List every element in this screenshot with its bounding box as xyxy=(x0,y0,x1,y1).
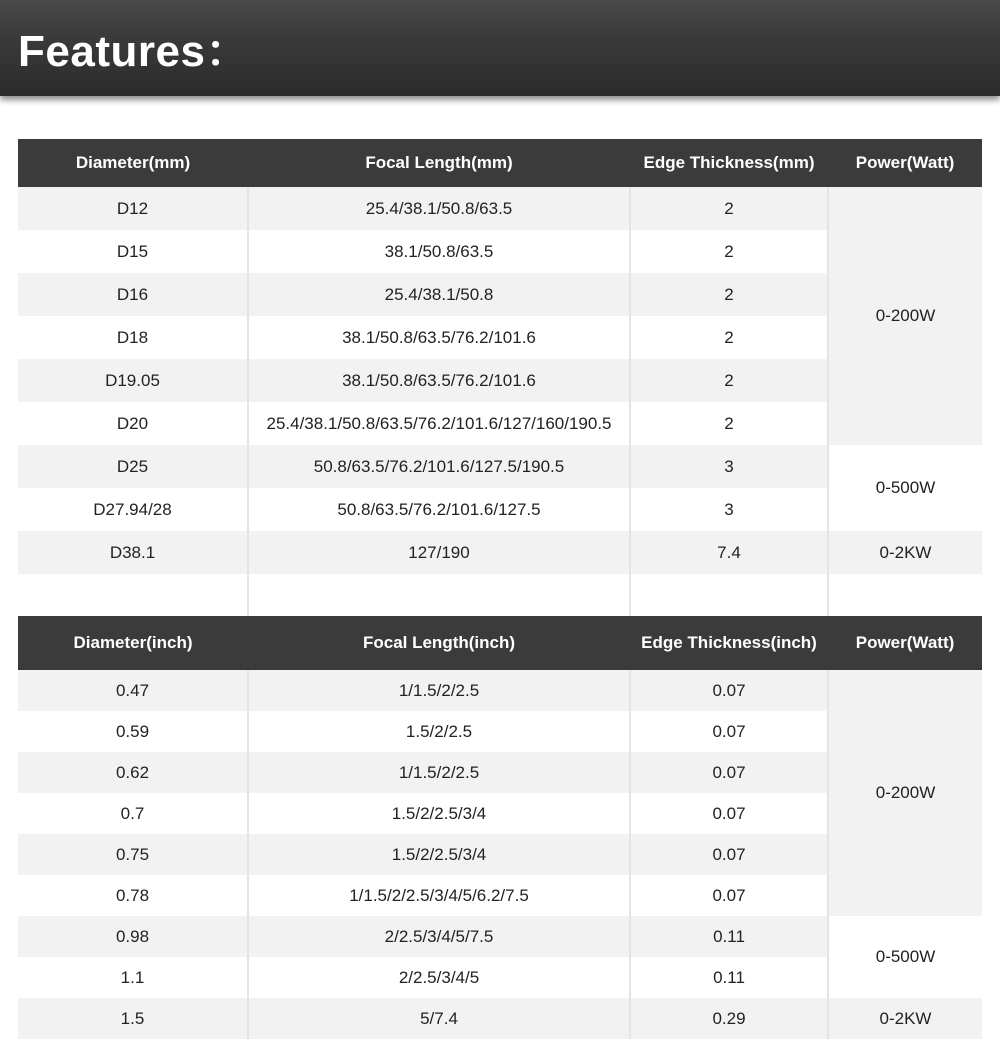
edge-thickness-cell: 0.07 xyxy=(630,875,828,916)
edge-thickness-cell: 3 xyxy=(630,488,828,531)
focal-length-cell: 50.8/63.5/76.2/101.6/127.5 xyxy=(248,488,630,531)
power-cell: 0-200W xyxy=(828,670,982,916)
focal-length-cell: 38.1/50.8/63.5/76.2/101.6 xyxy=(248,359,630,402)
diameter-cell: 0.75 xyxy=(18,834,248,875)
table-row xyxy=(18,670,982,711)
header-edge-thickness: Edge Thickness(inch) xyxy=(630,616,828,670)
header-focal-length: Focal Length(mm) xyxy=(248,139,630,187)
focal-length-cell: 25.4/38.1/50.8 xyxy=(248,273,630,316)
focal-length-cell: 25.4/38.1/50.8/63.5/76.2/101.6/127/160/190.5 xyxy=(248,402,630,445)
power-cell: 0-2KW xyxy=(828,998,982,1039)
diameter-cell: 0.98 xyxy=(18,916,248,957)
focal-length-cell: 1/1.5/2/2.5/3/4/5/6.2/7.5 xyxy=(248,875,630,916)
diameter-cell: 0.59 xyxy=(18,711,248,752)
diameter-cell: D16 xyxy=(18,273,248,316)
diameter-cell: D27.94/28 xyxy=(18,488,248,531)
header-power: Power(Watt) xyxy=(828,139,982,187)
edge-thickness-cell: 0.11 xyxy=(630,957,828,998)
diameter-cell: 1.1 xyxy=(18,957,248,998)
focal-length-cell: 25.4/38.1/50.8/63.5 xyxy=(248,187,630,230)
focal-length-cell: 127/190 xyxy=(248,531,630,574)
diameter-cell: D25 xyxy=(18,445,248,488)
header-focal-length: Focal Length(inch) xyxy=(248,616,630,670)
blank-cell xyxy=(630,574,828,617)
diameter-cell: D19.05 xyxy=(18,359,248,402)
diameter-cell: 0.78 xyxy=(18,875,248,916)
header-edge-thickness: Edge Thickness(mm) xyxy=(630,139,828,187)
spec-table-inch xyxy=(18,616,982,1039)
table-header-row xyxy=(18,616,982,670)
edge-thickness-cell: 3 xyxy=(630,445,828,488)
power-cell: 0-500W xyxy=(828,916,982,998)
diameter-cell: D15 xyxy=(18,230,248,273)
edge-thickness-cell: 0.11 xyxy=(630,916,828,957)
power-cell: 0-500W xyxy=(828,445,982,531)
edge-thickness-cell: 2 xyxy=(630,402,828,445)
diameter-cell: 0.62 xyxy=(18,752,248,793)
blank-cell xyxy=(828,574,982,617)
edge-thickness-cell: 0.07 xyxy=(630,834,828,875)
edge-thickness-cell: 2 xyxy=(630,230,828,273)
diameter-cell: 1.5 xyxy=(18,998,248,1039)
diameter-cell: D38.1 xyxy=(18,531,248,574)
edge-thickness-cell: 0.07 xyxy=(630,670,828,711)
focal-length-cell: 38.1/50.8/63.5/76.2/101.6 xyxy=(248,316,630,359)
diameter-cell: 0.47 xyxy=(18,670,248,711)
focal-length-cell: 1.5/2/2.5/3/4 xyxy=(248,834,630,875)
diameter-cell: D12 xyxy=(18,187,248,230)
edge-thickness-cell: 0.07 xyxy=(630,711,828,752)
table-row xyxy=(18,445,982,488)
features-banner xyxy=(0,0,1000,96)
page-title: Features： xyxy=(18,27,250,76)
edge-thickness-cell: 0.07 xyxy=(630,752,828,793)
table-header-row xyxy=(18,139,982,187)
diameter-cell: 0.7 xyxy=(18,793,248,834)
focal-length-cell: 1/1.5/2/2.5 xyxy=(248,670,630,711)
edge-thickness-cell: 7.4 xyxy=(630,531,828,574)
focal-length-cell: 2/2.5/3/4/5/7.5 xyxy=(248,916,630,957)
spec-table-mm xyxy=(18,139,982,617)
diameter-cell: D20 xyxy=(18,402,248,445)
edge-thickness-cell: 0.07 xyxy=(630,793,828,834)
focal-length-cell: 1/1.5/2/2.5 xyxy=(248,752,630,793)
focal-length-cell: 1.5/2/2.5/3/4 xyxy=(248,793,630,834)
blank-cell xyxy=(248,574,630,617)
power-cell: 0-2KW xyxy=(828,531,982,574)
focal-length-cell: 50.8/63.5/76.2/101.6/127.5/190.5 xyxy=(248,445,630,488)
header-diameter: Diameter(inch) xyxy=(18,616,248,670)
diameter-cell: D18 xyxy=(18,316,248,359)
blank-row xyxy=(18,574,982,617)
edge-thickness-cell: 2 xyxy=(630,273,828,316)
edge-thickness-cell: 2 xyxy=(630,187,828,230)
edge-thickness-cell: 2 xyxy=(630,359,828,402)
focal-length-cell: 1.5/2/2.5 xyxy=(248,711,630,752)
focal-length-cell: 5/7.4 xyxy=(248,998,630,1039)
table-row xyxy=(18,187,982,230)
power-cell: 0-200W xyxy=(828,187,982,445)
focal-length-cell: 2/2.5/3/4/5 xyxy=(248,957,630,998)
table-row xyxy=(18,531,982,574)
table-row xyxy=(18,916,982,957)
blank-cell xyxy=(18,574,248,617)
edge-thickness-cell: 2 xyxy=(630,316,828,359)
edge-thickness-cell: 0.29 xyxy=(630,998,828,1039)
focal-length-cell: 38.1/50.8/63.5 xyxy=(248,230,630,273)
header-diameter: Diameter(mm) xyxy=(18,139,248,187)
table-row xyxy=(18,998,982,1039)
header-power: Power(Watt) xyxy=(828,616,982,670)
